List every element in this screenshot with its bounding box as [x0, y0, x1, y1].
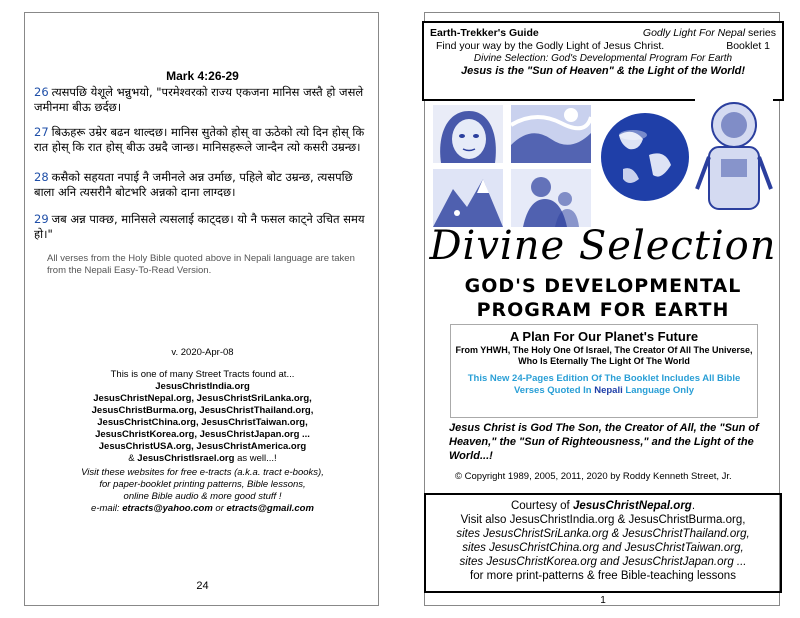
- free-line: online Bible audio & more good stuff !: [123, 491, 282, 502]
- verse-number: 27: [34, 125, 49, 139]
- courtesy-prefix: Courtesy of: [510, 500, 573, 512]
- version-label: v. 2020-Apr-08: [171, 347, 234, 358]
- site-line: JesusChristKorea.org, JesusChristJapan.org ...: [95, 429, 310, 440]
- verse-source-note: All verses from the Holy Bible quoted above in Nepali language are taken from the Nepali Easy-To-Read Version.: [47, 253, 355, 276]
- verse-text: बिऊहरू उम्रेर बढन थाल्दछ। मानिस सुतेको होस् वा ऊठेको त्यो दिन होस् कि रात होस् कि रात होस् बीऊ उम्रदै जान्छ। मानिसहरूले जान्दैन त्यो कसरी उम्रन्छ।: [34, 125, 365, 154]
- email-link-yahoo[interactable]: etracts@yahoo.com: [122, 503, 213, 514]
- cover-title: Divine Selection: [429, 223, 777, 269]
- scripture-reference: Mark 4:26-29: [166, 69, 239, 83]
- site-line-last: [25, 453, 380, 465]
- free-resources-block: [25, 467, 380, 515]
- verse-text: कसैको सहयता नपाई नै जमीनले अन्न उर्माछ, पहिले बोट उम्रन्छ, त्यसपछि बाला अनि त्यसरीनै बोटभरि अन्नको दाना लाग्दछ।: [34, 170, 353, 199]
- verse-text: त्यसपछि येशूले भन्नुभयो, "परमेश्वरको राज्य एकजना मानिस जस्तै हो जसले जमीनमा बीऊ छर्दछ।: [34, 85, 364, 114]
- statement-text: Jesus Christ is God The Son, the Creator of All, the "Sun of Heaven," the "Sun of Righteousness," and the Light of the World...!: [449, 422, 759, 462]
- plan-title: A Plan For Our Planet's Future: [509, 329, 699, 344]
- site-line: JesusChristNepal.org, JesusChristSriLanka.org,: [93, 393, 312, 404]
- mother-and-child-image: [511, 169, 591, 227]
- verse-26: [34, 85, 369, 115]
- edition-language: Nepali: [594, 385, 623, 396]
- site-line: JesusChristBurma.org, JesusChristThailand.org,: [91, 405, 314, 416]
- earth-globe-image: [599, 105, 691, 209]
- plan-box: [450, 324, 758, 418]
- edition-text-end: Language Only: [622, 385, 695, 396]
- verse-29: [34, 212, 369, 242]
- header-subtitle: Divine Selection: God's Developmental Program For Earth: [473, 53, 733, 64]
- booklet-number: Booklet 1: [726, 40, 770, 52]
- email-link-gmail[interactable]: etracts@gmail.com: [226, 503, 314, 514]
- sunlit-clouds-image: [511, 105, 591, 163]
- email-or: or: [212, 503, 227, 514]
- courtesy-sites-line: sites JesusChristKorea.org and JesusChristJapan.org ...: [459, 556, 747, 568]
- verse-28: [34, 170, 369, 200]
- site-line: JesusChristChina.org, JesusChristTaiwan.org,: [97, 417, 308, 428]
- child-face-image: [433, 105, 503, 163]
- courtesy-suffix: .: [691, 500, 696, 512]
- cover-subtitle-line-1: GOD'S DEVELOPMENTAL: [464, 275, 742, 297]
- header-slogan: Jesus is the "Sun of Heaven" & the Light of the World!: [460, 65, 746, 77]
- site-link[interactable]: JesusChristIsrael.org: [137, 453, 235, 464]
- courtesy-sites-line: Visit also JesusChristIndia.org & JesusChristBurma.org,: [460, 514, 746, 526]
- tagline: Find your way by the Godly Light of Jesus Christ.: [436, 40, 665, 52]
- free-line: Visit these websites for free e-tracts (a.k.a. tract e-books),: [81, 467, 324, 478]
- series-suffix: series: [745, 27, 776, 39]
- edition-note: [455, 373, 753, 397]
- site-last-prefix: &: [128, 453, 138, 464]
- astronaut-image: [695, 97, 773, 219]
- email-label: e-mail:: [91, 503, 123, 514]
- courtesy-sites-line: sites JesusChristChina.org and JesusChristTaiwan.org,: [462, 542, 744, 554]
- courtesy-box: [424, 493, 782, 593]
- mountain-climbers-image: [433, 169, 503, 227]
- verse-number: 29: [34, 212, 49, 226]
- courtesy-sites-line: sites JesusChristSriLanka.org & JesusChristThailand.org,: [456, 528, 750, 540]
- series-name: Godly Light For Nepal: [642, 27, 746, 39]
- verse-number: 28: [34, 170, 49, 184]
- site-last-suffix: as well...!: [234, 453, 277, 464]
- tracts-block: [25, 369, 380, 465]
- courtesy-line: [426, 499, 780, 513]
- cover-subtitle-line-2: PROGRAM FOR EARTH: [476, 299, 730, 321]
- plan-description: From YHWH, The Holy One Of Israel, The Creator Of All The Universe, Who Is Eternally The Light Of The World: [455, 345, 753, 366]
- copyright-notice: © Copyright 1989, 2005, 2011, 2020 by Roddy Kenneth Street, Jr.: [455, 471, 732, 482]
- right-page: [424, 12, 780, 606]
- email-line: [25, 503, 380, 515]
- page-number: 24: [196, 580, 209, 592]
- page-number: 1: [600, 595, 606, 606]
- site-line: JesusChristIndia.org: [155, 381, 250, 392]
- courtesy-closing-line: for more print-patterns & free Bible-teaching lessons: [470, 570, 736, 582]
- guide-title: Earth-Trekker's Guide: [430, 27, 539, 39]
- edition-text: This New 24-Pages Edition Of The Booklet Includes All Bible Verses Quoted In: [467, 373, 741, 396]
- cover-art: [433, 105, 773, 227]
- tracts-intro: This is one of many Street Tracts found at...: [110, 369, 295, 380]
- left-page: [24, 12, 379, 606]
- free-line: for paper-booklet printing patterns, Bible lessons,: [99, 479, 306, 490]
- courtesy-site-link[interactable]: JesusChristNepal.org: [572, 500, 692, 512]
- header-box: [422, 21, 784, 101]
- verse-27: [34, 125, 369, 155]
- verse-text: जब अन्न पाक्छ, मानिसले त्यसलाई काट्दछ। यो नै फसल काट्ने उचित समय हो।": [34, 212, 365, 241]
- verse-number: 26: [34, 85, 49, 99]
- site-line: JesusChristUSA.org, JesusChristAmerica.org: [98, 441, 307, 452]
